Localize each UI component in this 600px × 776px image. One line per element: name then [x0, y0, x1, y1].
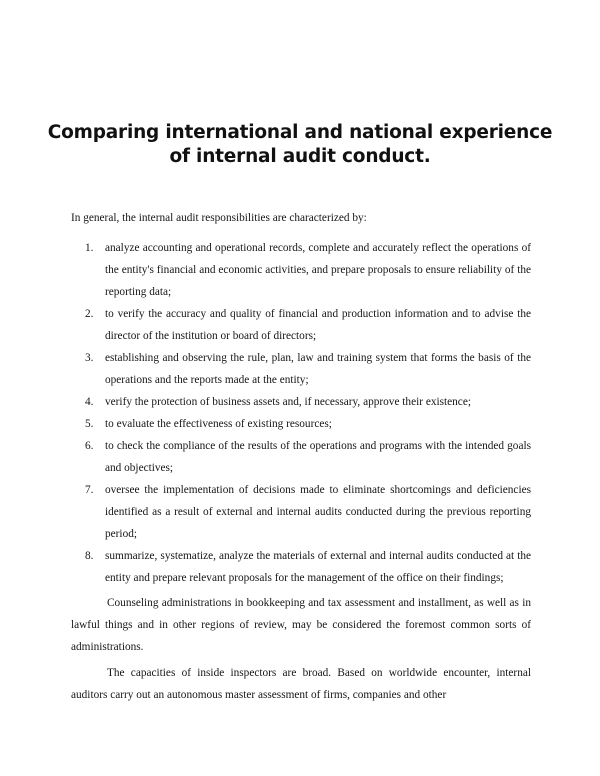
list-item-text: to check the compliance of the results of the operations and programs with the intended goals and objectives; [105, 440, 531, 474]
list-item-text: to evaluate the effectiveness of existing resources; [105, 418, 332, 430]
page-title [40, 121, 560, 169]
list-number: 8. [85, 550, 94, 562]
list-number: 4. [85, 396, 94, 408]
list-number: 6. [85, 440, 94, 452]
title-line-2: of internal audit conduct. [169, 146, 431, 167]
list-item [71, 545, 531, 589]
list-item-text: oversee the implementation of decisions made to eliminate shortcomings and deficiencies identified as a result of external and internal audits conducted during the previous reporting period; [105, 484, 531, 540]
list-item-text: summarize, systematize, analyze the materials of external and internal audits conducted at the entity and prepare relevant proposals for the management of the office on their findings; [105, 550, 531, 584]
list-number: 7. [85, 484, 94, 496]
list-number: 5. [85, 418, 94, 430]
list-item-text: to verify the accuracy and quality of financial and production information and to advise the director of the institution or board of directors; [105, 308, 531, 342]
intro-paragraph: In general, the internal audit responsibilities are characterized by: [71, 212, 367, 224]
list-item [71, 435, 531, 479]
list-item-text: establishing and observing the rule, plan, law and training system that forms the basis of the operations and the reports made at the entity; [105, 352, 531, 386]
body-paragraph-1: Counseling administrations in bookkeeping and tax assessment and installment, as well as in lawful things and in other regions of review, may be considered the foremost common sorts of administrations. [71, 597, 531, 653]
list-item-text: verify the protection of business assets and, if necessary, approve their existence; [105, 396, 471, 408]
list-item [71, 347, 531, 391]
list-number: 1. [85, 242, 94, 254]
list-number: 2. [85, 308, 94, 320]
list-item [71, 303, 531, 347]
body-paragraph-2: The capacities of inside inspectors are broad. Based on worldwide encounter, internal auditors carry out an autonomous master assessment of firms, companies and other [71, 667, 531, 701]
list-item [71, 479, 531, 545]
responsibilities-list [71, 237, 531, 589]
list-item-text: analyze accounting and operational records, complete and accurately reflect the operations of the entity's financial and economic activities, and prepare proposals to ensure reliability of the reporting data; [105, 242, 531, 298]
title-line-1: Comparing international and national experience [47, 122, 553, 143]
list-item [71, 391, 531, 413]
list-item [71, 413, 531, 435]
list-number: 3. [85, 352, 94, 364]
list-item [71, 237, 531, 303]
